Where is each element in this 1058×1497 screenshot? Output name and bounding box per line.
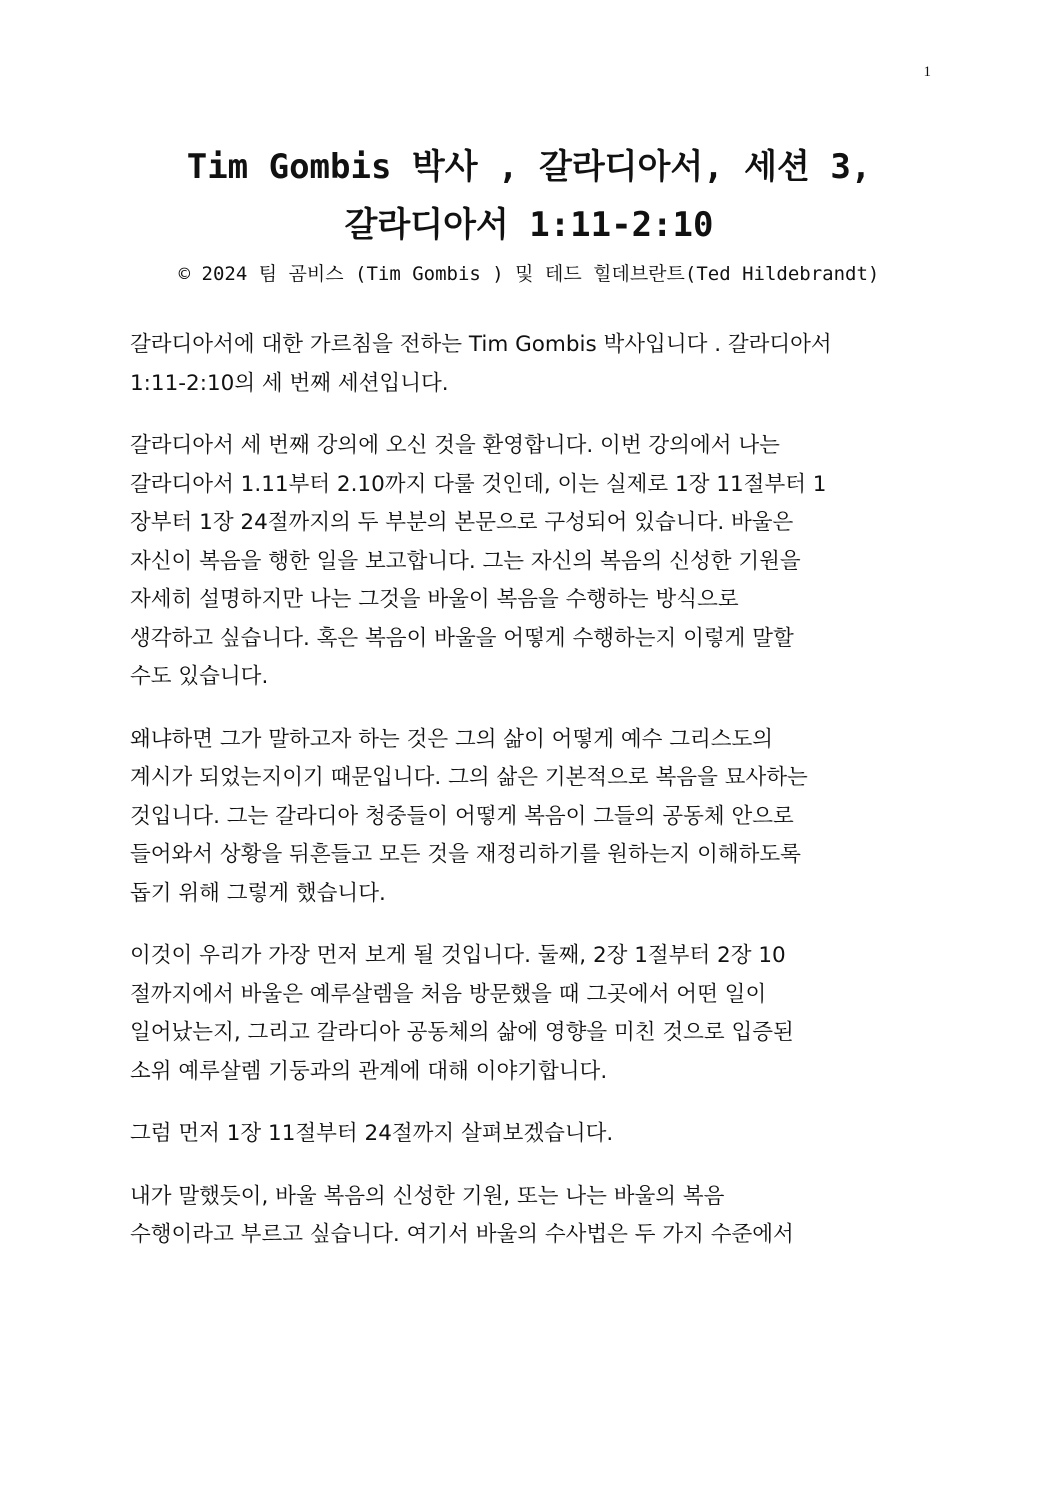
text-line: 들어와서 상황을 뒤흔들고 모든 것을 재정리하기를 원하는지 이해하도록 <box>130 842 801 867</box>
text-line: 갈라디아서에 대한 가르침을 전하는 Tim Gombis 박사입니다 . 갈라디아서 <box>130 332 832 357</box>
text-line: 자세히 설명하지만 나는 그것을 바울이 복음을 수행하는 방식으로 <box>130 587 739 612</box>
paragraph-4 <box>130 937 930 1091</box>
text-line: 그럼 먼저 1장 11절부터 24절까지 살펴보겠습니다. <box>130 1121 614 1146</box>
document-title-line-1: Tim Gombis 박사 , 갈라디아서, 세션 3, <box>186 147 872 187</box>
text-line: 이것이 우리가 가장 먼저 보게 될 것입니다. 둘째, 2장 1절부터 2장 10 <box>130 943 786 968</box>
text-line: 수도 있습니다. <box>130 664 269 689</box>
paragraph-3 <box>130 721 930 914</box>
text-line: 갈라디아서 세 번째 강의에 오신 것을 환영합니다. 이번 강의에서 나는 <box>130 433 780 458</box>
text-line: 계시가 되었는지이기 때문입니다. 그의 삶은 기본적으로 복음을 묘사하는 <box>130 765 808 790</box>
text-line: 돕기 위해 그렇게 했습니다. <box>130 880 386 906</box>
text-line: 생각하고 싶습니다. 혹은 복음이 바울을 어떻게 수행하는지 이렇게 말할 <box>130 625 794 651</box>
paragraph-2 <box>130 427 930 697</box>
copyright-notice: © 2024 팀 곰비스 (Tim Gombis ) 및 테드 힐데브란트(Ted Hildebrandt) <box>178 263 880 285</box>
document-title-line-2: 갈라디아서 1:11-2:10 <box>344 205 714 245</box>
paragraph-6 <box>130 1178 930 1255</box>
text-line: 자신이 복음을 행한 일을 보고합니다. 그는 자신의 복음의 신성한 기원을 <box>130 548 801 574</box>
paragraph-1 <box>130 326 930 403</box>
text-line: 것입니다. 그는 갈라디아 청중들이 어떻게 복음이 그들의 공동체 안으로 <box>130 803 794 829</box>
page-number: 1 <box>923 64 931 80</box>
title-block <box>100 138 958 288</box>
text-line: 일어났는지, 그리고 갈라디아 공동체의 삶에 영향을 미친 것으로 입증된 <box>130 1020 794 1045</box>
paragraph-5 <box>130 1115 930 1154</box>
text-line: 수행이라고 부르고 싶습니다. 여기서 바울의 수사법은 두 가지 수준에서 <box>130 1222 794 1247</box>
text-line: 절까지에서 바울은 예루살렘을 처음 방문했을 때 그곳에서 어떤 일이 <box>130 981 767 1007</box>
text-line: 1:11-2:10의 세 번째 세션입니다. <box>130 370 449 396</box>
text-line: 장부터 1장 24절까지의 두 부분의 본문으로 구성되어 있습니다. 바울은 <box>130 510 794 535</box>
text-line: 왜냐하면 그가 말하고자 하는 것은 그의 삶이 어떻게 예수 그리스도의 <box>130 726 774 752</box>
text-line: 소위 예루살렘 기둥과의 관계에 대해 이야기합니다. <box>130 1058 608 1084</box>
text-line: 갈라디아서 1.11부터 2.10까지 다룰 것인데, 이는 실제로 1장 11절부터 1 <box>130 471 827 497</box>
document-body <box>130 326 930 1279</box>
text-line: 내가 말했듯이, 바울 복음의 신성한 기원, 또는 나는 바울의 복음 <box>130 1183 725 1209</box>
